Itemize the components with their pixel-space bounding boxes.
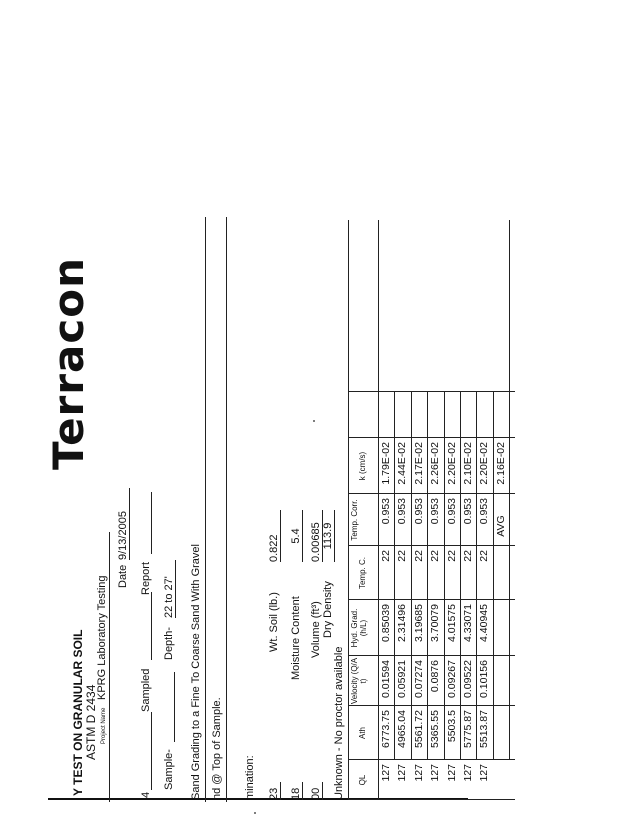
table-cell: 0.07274	[412, 660, 425, 698]
report-title: Y TEST ON GRANULAR SOIL	[71, 629, 85, 796]
table-cell: 22	[478, 550, 491, 562]
scan-speck	[313, 420, 315, 422]
date-value: 9/13/2005	[117, 488, 130, 560]
table-cell: 0.01594	[380, 660, 392, 698]
table-cell: 5775.87	[462, 710, 474, 748]
determination-value-3: 00	[310, 782, 323, 800]
table-cell: 0.09267	[445, 660, 458, 698]
table-cell: 0.953	[380, 498, 392, 525]
dry-density-value: 113.9	[322, 510, 335, 562]
table-row-rule	[509, 220, 510, 760]
table-cell: 0.953	[445, 498, 458, 525]
dry-density-label: Dry Density	[322, 581, 334, 638]
table-cell: 1.79E-02	[380, 442, 392, 485]
table-row-rule	[476, 392, 477, 760]
table-cell: 4.40945	[478, 604, 491, 642]
table-cell: 4.33071	[462, 604, 474, 642]
moisture-value: 5.4	[290, 510, 303, 562]
left-fragment: 4	[140, 791, 152, 798]
table-cell: 22	[429, 550, 442, 562]
table-cell: 5365.55	[429, 710, 442, 748]
table-header-cell: Temp. Corr.	[350, 499, 359, 541]
company-logo: Terracon	[44, 257, 93, 470]
table-cell: 0.953	[429, 498, 442, 525]
table-row-rule	[460, 392, 461, 760]
table-cell: 6773.75	[380, 710, 392, 748]
description-underline-1	[205, 217, 206, 802]
table-cell: 2.20E-02	[445, 442, 458, 485]
determination-value-2: 18	[290, 782, 303, 800]
average-label: AVG	[494, 515, 507, 537]
rotated-lab-report-form	[44, 220, 507, 800]
table-cell: 5513.87	[478, 710, 491, 748]
table-column-rule	[348, 391, 515, 392]
table-cell: 2.20E-02	[478, 442, 491, 485]
table-cell: 0.953	[412, 498, 425, 525]
table-row-rule	[444, 392, 445, 760]
proctor-note: Unknown - No proctor available	[333, 646, 345, 800]
table-cell: 3.19685	[412, 604, 425, 642]
table-cell: 127	[412, 764, 425, 782]
table-cell: 5561.72	[412, 710, 425, 748]
average-k-value: 2.16E-02	[494, 442, 507, 485]
table-header-cell: Hyd. Grad. (h/L)	[350, 608, 368, 648]
volume-label: Volume (ft³)	[310, 601, 322, 658]
project-name-underline	[109, 532, 110, 720]
table-cell: 4.01575	[445, 604, 458, 642]
wt-soil-value: 0.822	[268, 510, 281, 562]
table-cell: 3.70079	[429, 604, 442, 642]
determination-label: mination:	[244, 755, 256, 800]
project-name-label: Project Name	[101, 707, 107, 744]
table-cell: 0.953	[396, 498, 409, 525]
date-label: Date	[117, 564, 129, 588]
sampled-underline	[151, 592, 152, 660]
depth-value: 22 to 27'	[163, 560, 176, 618]
table-header-cell: Ath	[358, 727, 367, 740]
moisture-label: Moisture Content	[290, 596, 302, 680]
table-cell: 0.953	[462, 498, 474, 525]
table-cell: 0.953	[478, 498, 491, 525]
table-top-rule	[348, 392, 349, 800]
table-cell: 0.0876	[429, 660, 442, 693]
table-cell: 5503.5	[445, 710, 458, 743]
wt-soil-label: Wt. Soil (lb.)	[268, 592, 280, 652]
table-header-cell: Velocity (Q/A t)	[350, 657, 368, 705]
table-cell: 22	[445, 550, 458, 562]
table-cell: 2.31496	[396, 604, 409, 642]
determination-value-1: 23	[268, 782, 281, 800]
sample-note: nd @ Top of Sample.	[211, 697, 223, 800]
table-cell: 2.26E-02	[429, 442, 442, 485]
table-cell: 22	[396, 550, 409, 562]
table-cell: 127	[462, 764, 474, 782]
project-name: KPRG Laboratory Testing	[96, 575, 108, 700]
table-cell: 127	[396, 764, 409, 782]
report-label: Report	[140, 561, 152, 595]
table-cell: 4965.04	[396, 710, 409, 748]
table-header-cell: k (cm/s)	[358, 451, 367, 481]
table-row-rule	[427, 392, 428, 760]
table-cell: 127	[429, 764, 442, 782]
sample-label: Sample-	[163, 749, 175, 790]
table-column-rule	[348, 437, 515, 438]
table-cell: 127	[380, 764, 392, 782]
table-cell: 0.09522	[462, 660, 474, 698]
table-cell: 22	[412, 550, 425, 562]
astm-standard: ASTM D 2434	[84, 684, 98, 760]
volume-value: 0.00685	[310, 510, 323, 562]
table-row-rule	[394, 392, 395, 760]
sampled-underline-left	[151, 712, 152, 790]
table-header-rule	[378, 220, 379, 800]
table-cell: 0.05921	[396, 660, 409, 698]
table-cell: 0.85039	[380, 604, 392, 642]
table-top-rule-extension	[348, 220, 349, 392]
table-row-rule	[493, 392, 494, 760]
table-cell: 127	[445, 764, 458, 782]
table-cell: 22	[462, 550, 474, 562]
table-header-cell: Temp. C.	[358, 557, 367, 590]
report-underline	[151, 492, 152, 554]
table-cell: 0.10156	[478, 660, 491, 698]
table-cell: 22	[380, 550, 392, 562]
table-cell: 2.10E-02	[462, 442, 474, 485]
table-cell: 2.44E-02	[396, 442, 409, 485]
table-row-rule	[411, 392, 412, 760]
sampled-label: Sampled	[140, 668, 152, 712]
soil-description: Sand Grading to a Fine To Coarse Sand With Gravel	[190, 544, 202, 800]
sample-underline	[174, 672, 175, 742]
table-cell: 127	[478, 764, 491, 782]
table-header-cell: QL	[358, 774, 367, 786]
depth-label: Depth-	[163, 626, 175, 660]
description-underline-2	[226, 217, 227, 802]
project-name-underline-left	[109, 720, 110, 802]
table-cell: 2.17E-02	[412, 442, 425, 485]
